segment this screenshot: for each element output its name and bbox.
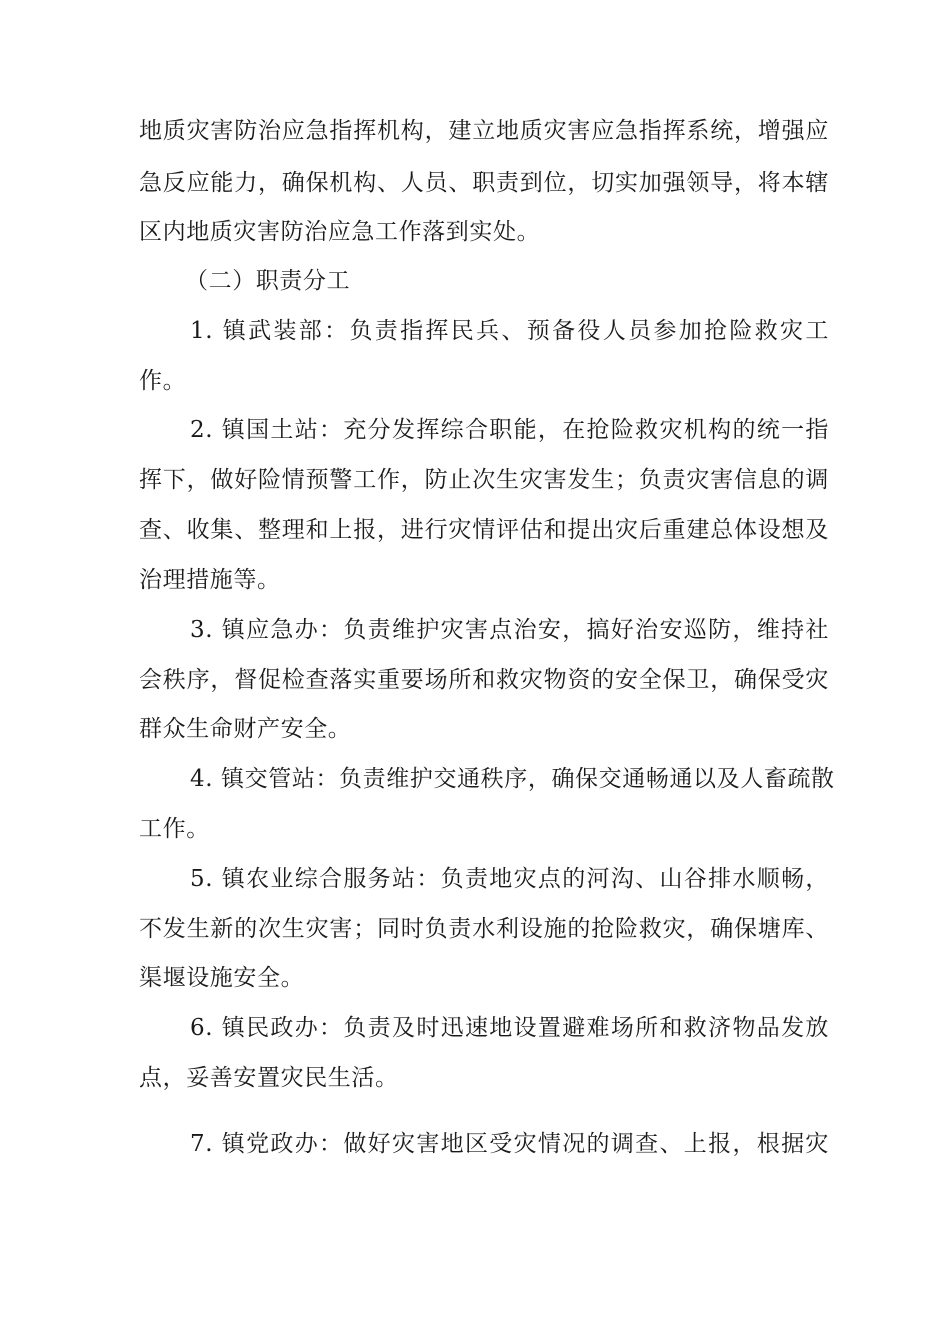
list-item-line: 7. 镇党政办：做好灾害地区受灾情况的调查、上报，根据灾	[190, 1131, 829, 1157]
list-item-line: 查、收集、整理和上报，进行灾情评估和提出灾后重建总体设想及	[139, 517, 829, 543]
list-item-line: 会秩序，督促检查落实重要场所和救灾物资的安全保卫，确保受灾	[139, 667, 829, 693]
section-heading: （二）职责分工	[185, 268, 351, 294]
list-item-line: 治理措施等。	[139, 567, 281, 593]
list-item-line: 群众生命财产安全。	[139, 716, 352, 742]
list-item-line: 3. 镇应急办：负责维护灾害点治安，搞好治安巡防，维持社	[190, 617, 829, 643]
list-item-line: 1. 镇武装部：负责指挥民兵、预备役人员参加抢险救灾工	[190, 318, 829, 344]
list-item-line: 5. 镇农业综合服务站：负责地灾点的河沟、山谷排水顺畅，	[190, 866, 829, 892]
list-item-line: 工作。	[139, 816, 210, 842]
list-item-line: 点，妥善安置灾民生活。	[139, 1065, 399, 1091]
list-item-line: 作。	[139, 368, 187, 394]
paragraph-line: 地质灾害防治应急指挥机构，建立地质灾害应急指挥系统，增强应	[139, 118, 829, 144]
list-item-line: 2. 镇国土站：充分发挥综合职能，在抢险救灾机构的统一指	[190, 417, 829, 443]
list-item-line: 4. 镇交管站：负责维护交通秩序，确保交通畅通以及人畜疏散	[190, 766, 835, 792]
paragraph-line: 区内地质灾害防治应急工作落到实处。	[139, 219, 541, 245]
list-item-line: 渠堰设施安全。	[139, 965, 305, 991]
list-item-line: 6. 镇民政办：负责及时迅速地设置避难场所和救济物品发放	[190, 1015, 829, 1041]
paragraph-line: 急反应能力，确保机构、人员、职责到位，切实加强领导，将本辖	[139, 170, 829, 196]
list-item-line: 不发生新的次生灾害；同时负责水利设施的抢险救灾，确保塘库、	[139, 916, 829, 942]
list-item-line: 挥下，做好险情预警工作，防止次生灾害发生；负责灾害信息的调	[139, 467, 829, 493]
